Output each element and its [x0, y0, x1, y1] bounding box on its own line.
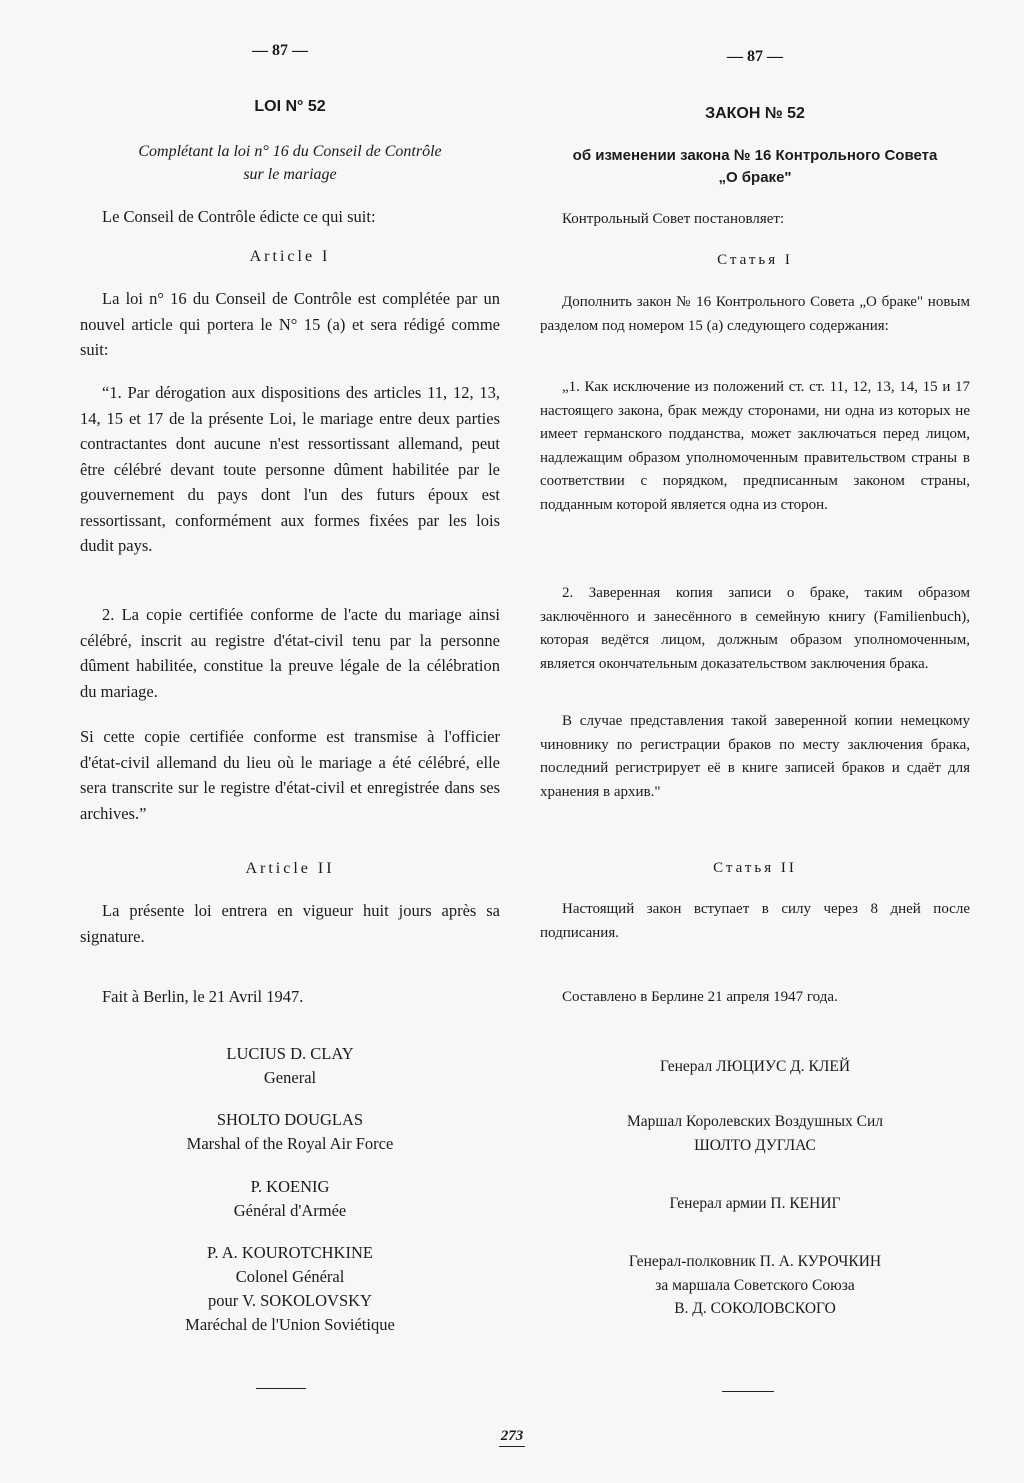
subtitle-line-2: „О браке": [718, 169, 792, 186]
signature-clay-fr: [80, 1042, 500, 1090]
signatory-title: Marshal of the Royal Air Force: [186, 1134, 394, 1153]
subtitle-line-1: об изменении закона № 16 Контрольного Совета: [572, 147, 938, 164]
signatory-name: ШОЛТО ДУГЛАС: [694, 1136, 816, 1154]
signature-douglas-ru: [540, 1110, 970, 1157]
preamble-fr: Le Conseil de Contrôle édicte ce qui suit:: [102, 207, 376, 226]
signatory-line: Генерал армии П. КЕНИГ: [669, 1195, 841, 1212]
signatory-line: за маршала Советского Союза: [655, 1276, 855, 1294]
article-1-para-2-fr: 2. La copie certifiée conforme de l'acte du mariage ainsi célébré, inscrit au registre d'état-civil tenu par la personne dûment habilitée, constitue la preuve légale de la célébration du mariage.: [80, 605, 500, 701]
signatory-title: Colonel Général: [235, 1267, 345, 1286]
article-2-heading-fr: Article II: [245, 860, 335, 877]
signature-kourotchkine-fr: [80, 1241, 500, 1337]
divider-fr: [256, 1388, 306, 1389]
article-1-intro-ru: Дополнить закон № 16 Контрольного Совета „О браке" новым разделом под номером 15 (а) следующего содержания:: [540, 294, 970, 334]
signatory-line: Генерал ЛЮЦИУС Д. КЛЕЙ: [659, 1058, 851, 1075]
signatory-name: P. A. KOUROTCHKINE: [207, 1243, 373, 1262]
article-1-para-2-ru: 2. Заверенная копия записи о браке, таким образом заключённого и занесённого в семейную книгу (Familienbuch), которая ведётся лицом, должным образом уполномоченным, является окончательным доказательством заключения брака.: [540, 585, 970, 672]
article-2-heading-ru: Статья II: [713, 860, 797, 876]
footer-page-number: [0, 1428, 1024, 1445]
article-1-para-3-fr: Si cette copie certifiée conforme est transmise à l'officier d'état-civil allemand du lieu où le mariage a été célébré, elle sera transcrite sur le registre d'état-civil et enregistrée dans ses archives.”: [80, 727, 500, 823]
signatory-title: General: [263, 1068, 317, 1087]
signatory-for: pour V. SOKOLOVSKY: [208, 1291, 372, 1310]
article-1-para-1-fr: “1. Par dérogation aux dispositions des articles 11, 12, 13, 14, 15 et 17 de la présente Loi, le mariage entre deux parties contractantes dont aucune n'est ressortissant allemand, peut être célébré devant toute personne dûment habilitée par le gouvernement du pays dont l'un des futurs époux est ressortissant, conformément aux formes fixées par les lois dudit pays.: [80, 383, 500, 555]
signatory-line: В. Д. СОКОЛОВСКОГО: [674, 1300, 836, 1317]
signatory-name: P. KOENIG: [250, 1177, 330, 1196]
subtitle-line-2: sur le mariage: [243, 166, 337, 183]
page-number-fr: — 87 —: [252, 42, 308, 59]
preamble-ru: Контрольный Совет постановляет:: [562, 211, 785, 227]
signatory-title: Général d'Armée: [233, 1201, 347, 1220]
article-1-para-1-ru: „1. Как исключение из положений ст. ст. 11, 12, 13, 14, 15 и 17 настоящего закона, брак между сторонами, ни одна из которых не имеет германского подданства, может заключаться перед лицом, надлежащим образом уполномоченным правительством страны в соответствии с порядком, предписанным законом страны, подданным которой является одна из сторон.: [540, 379, 970, 513]
law-subtitle-ru: [540, 145, 970, 189]
law-title-fr: LOI N° 52: [254, 98, 326, 115]
article-2-text-ru: Настоящий закон вступает в силу через 8 дней после подписания.: [540, 901, 970, 941]
signatory-title: Маршал Королевских Воздушных Сил: [627, 1113, 883, 1130]
article-1-para-3-ru: В случае представления такой заверенной копии немецкому чиновнику по регистрации браков по месту заключения брака, последний регистрирует её в книге записей браков и сдаёт для хранения в архив.": [540, 713, 970, 800]
signatory-line: Генерал-полковник П. А. КУРОЧКИН: [628, 1253, 882, 1270]
done-at-ru: Составлено в Берлине 21 апреля 1947 года.: [562, 989, 838, 1005]
divider-ru: [722, 1391, 774, 1392]
signature-douglas-fr: [80, 1108, 500, 1156]
law-subtitle-fr: [80, 140, 500, 186]
signature-koenig-fr: [80, 1175, 500, 1223]
footer-page-number-text: 273: [499, 1428, 526, 1447]
signatory-name: LUCIUS D. CLAY: [226, 1044, 354, 1063]
subtitle-line-1: Complétant la loi n° 16 du Conseil de Contrôle: [138, 143, 442, 160]
page-number-ru: — 87 —: [727, 48, 783, 65]
signatory-name: SHOLTO DOUGLAS: [216, 1110, 364, 1129]
signature-clay-ru: [540, 1055, 970, 1079]
signatory-for-title: Maréchal de l'Union Soviétique: [185, 1315, 395, 1334]
article-1-heading-fr: Article I: [249, 248, 331, 265]
article-2-text-fr: La présente loi entrera en vigueur huit jours après sa signature.: [80, 901, 500, 946]
done-at-fr: Fait à Berlin, le 21 Avril 1947.: [102, 987, 304, 1006]
signature-koenig-ru: [540, 1192, 970, 1216]
article-1-heading-ru: Статья I: [717, 252, 793, 268]
signature-kurochkin-ru: [540, 1250, 970, 1321]
law-title-ru: ЗАКОН № 52: [705, 105, 805, 122]
article-1-intro-fr: La loi n° 16 du Conseil de Contrôle est complétée par un nouvel article qui portera le N° 15 (a) et sera rédigé comme suit:: [80, 289, 500, 359]
